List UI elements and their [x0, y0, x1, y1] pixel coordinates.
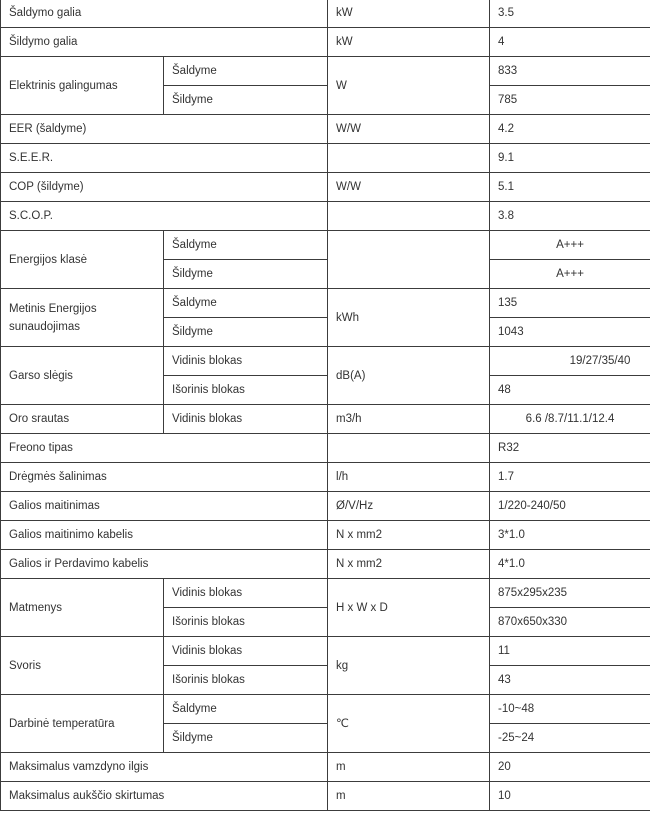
parameter-name: Metinis Energijos sunaudojimas	[1, 289, 164, 347]
table-row	[1, 782, 650, 811]
parameter-name: Garso slėgis	[1, 347, 164, 405]
table-row	[1, 289, 650, 318]
parameter-sublabel: Vidinis blokas	[164, 347, 328, 376]
table-row	[1, 28, 650, 57]
parameter-value: 10	[490, 782, 650, 811]
table-row	[1, 144, 650, 173]
parameter-name: Matmenys	[1, 579, 164, 637]
parameter-unit: N x mm2	[328, 550, 490, 579]
parameter-unit	[328, 231, 490, 289]
parameter-sublabel: Šildyme	[164, 260, 328, 289]
parameter-value: 6.6 /8.7/11.1/12.4	[490, 405, 650, 434]
parameter-name: S.E.E.R.	[1, 144, 328, 173]
parameter-unit: ℃	[328, 695, 490, 753]
parameter-value: 48	[490, 376, 650, 405]
parameter-name: Maksimalus vamzdyno ilgis	[1, 753, 328, 782]
parameter-value: 1.7	[490, 463, 650, 492]
parameter-value: 785	[490, 86, 650, 115]
table-row	[1, 0, 650, 28]
parameter-name: Energijos klasė	[1, 231, 164, 289]
parameter-unit: m	[328, 782, 490, 811]
parameter-name: S.C.O.P.	[1, 202, 328, 231]
table-row	[1, 521, 650, 550]
parameter-unit: dB(A)	[328, 347, 490, 405]
parameter-name: Galios ir Perdavimo kabelis	[1, 550, 328, 579]
parameter-sublabel: Šaldyme	[164, 57, 328, 86]
table-row	[1, 463, 650, 492]
parameter-unit: kW	[328, 0, 490, 28]
parameter-sublabel: Šaldyme	[164, 289, 328, 318]
parameter-value: 20	[490, 753, 650, 782]
parameter-name: Elektrinis galingumas	[1, 57, 164, 115]
table-row	[1, 231, 650, 260]
parameter-name: Oro srautas	[1, 405, 164, 434]
parameter-value: 1043	[490, 318, 650, 347]
parameter-unit: W/W	[328, 115, 490, 144]
parameter-name: Darbinė temperatūra	[1, 695, 164, 753]
parameter-name: Galios maitinimas	[1, 492, 328, 521]
parameter-sublabel: Šildyme	[164, 724, 328, 753]
parameter-value: 43	[490, 666, 650, 695]
parameter-sublabel: Šaldyme	[164, 695, 328, 724]
parameter-value: -25~24	[490, 724, 650, 753]
table-row	[1, 115, 650, 144]
parameter-value: 5.1	[490, 173, 650, 202]
parameter-sublabel: Vidinis blokas	[164, 579, 328, 608]
parameter-sublabel: Vidinis blokas	[164, 637, 328, 666]
table-row	[1, 434, 650, 463]
parameter-name: Freono tipas	[1, 434, 328, 463]
table-row	[1, 57, 650, 86]
parameter-unit: N x mm2	[328, 521, 490, 550]
parameter-value: A+++	[490, 231, 650, 260]
parameter-sublabel: Vidinis blokas	[164, 405, 328, 434]
parameter-value: R32	[490, 434, 650, 463]
parameter-unit: W	[328, 57, 490, 115]
parameter-value: A+++	[490, 260, 650, 289]
table-row	[1, 173, 650, 202]
table-row	[1, 753, 650, 782]
table-row	[1, 347, 650, 376]
parameter-unit: W/W	[328, 173, 490, 202]
parameter-value: 4*1.0	[490, 550, 650, 579]
parameter-value: 4.2	[490, 115, 650, 144]
parameter-value: 3.8	[490, 202, 650, 231]
table-row	[1, 405, 650, 434]
table-row	[1, 492, 650, 521]
parameter-name: Drėgmės šalinimas	[1, 463, 328, 492]
parameter-value: -10~48	[490, 695, 650, 724]
parameter-unit	[328, 202, 490, 231]
table-row	[1, 579, 650, 608]
parameter-sublabel: Šaldyme	[164, 231, 328, 260]
parameter-value: 833	[490, 57, 650, 86]
parameter-value: 9.1	[490, 144, 650, 173]
parameter-name: Galios maitinimo kabelis	[1, 521, 328, 550]
parameter-value: 3*1.0	[490, 521, 650, 550]
parameter-value: 3.5	[490, 0, 650, 28]
parameter-unit: Ø/V/Hz	[328, 492, 490, 521]
table-row	[1, 695, 650, 724]
parameter-name: Šildymo galia	[1, 28, 328, 57]
parameter-unit	[328, 144, 490, 173]
parameter-unit	[328, 434, 490, 463]
table-row	[1, 550, 650, 579]
parameter-name: EER (šaldyme)	[1, 115, 328, 144]
table-row	[1, 202, 650, 231]
parameter-value: 19/27/35/40	[490, 347, 650, 376]
parameter-unit: m3/h	[328, 405, 490, 434]
parameter-unit: l/h	[328, 463, 490, 492]
parameter-sublabel: Šildyme	[164, 86, 328, 115]
parameter-sublabel: Išorinis blokas	[164, 376, 328, 405]
parameter-value: 1/220-240/50	[490, 492, 650, 521]
parameter-name: Maksimalus aukščio skirtumas	[1, 782, 328, 811]
parameter-unit: H x W x D	[328, 579, 490, 637]
parameter-sublabel: Šildyme	[164, 318, 328, 347]
parameter-unit: kg	[328, 637, 490, 695]
parameter-unit: kWh	[328, 289, 490, 347]
parameter-value: 11	[490, 637, 650, 666]
parameter-name: Svoris	[1, 637, 164, 695]
parameter-unit: kW	[328, 28, 490, 57]
parameter-unit: m	[328, 753, 490, 782]
parameter-value: 870x650x330	[490, 608, 650, 637]
parameter-sublabel: Išorinis blokas	[164, 666, 328, 695]
parameter-sublabel: Išorinis blokas	[164, 608, 328, 637]
parameter-value: 135	[490, 289, 650, 318]
parameter-name: Šaldymo galia	[1, 0, 328, 28]
table-row	[1, 637, 650, 666]
parameter-value: 4	[490, 28, 650, 57]
parameter-name: COP (šildyme)	[1, 173, 328, 202]
parameter-value: 875x295x235	[490, 579, 650, 608]
